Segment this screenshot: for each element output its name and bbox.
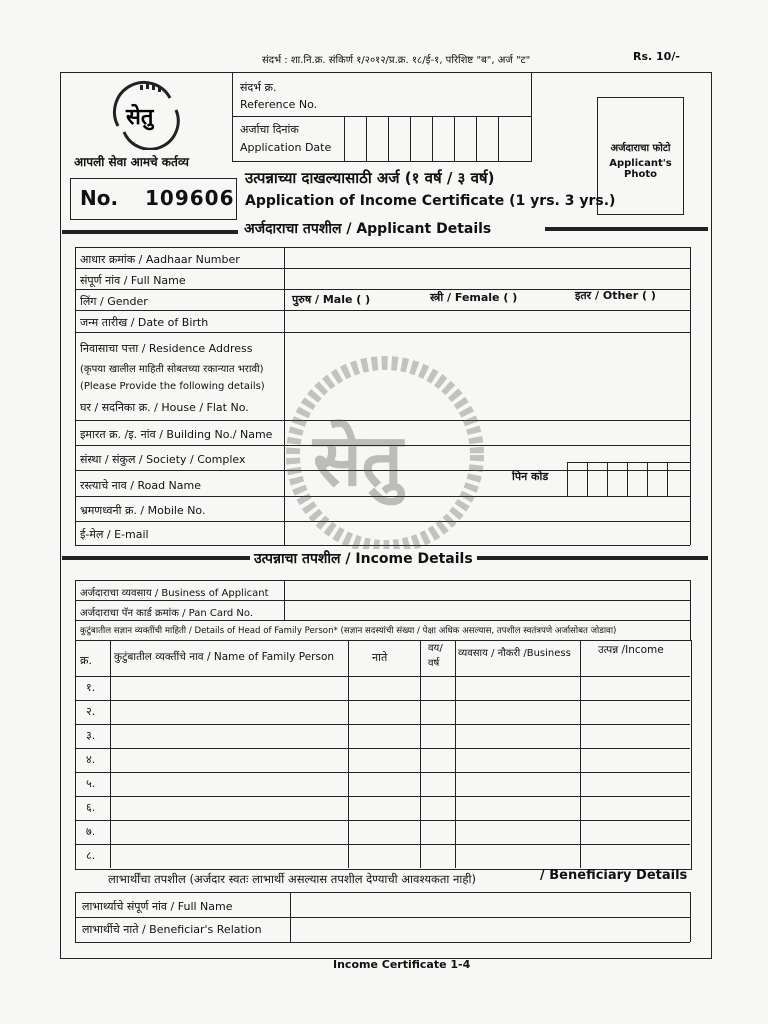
table-row-serial: ३. [86, 729, 96, 742]
gender-label: लिंग / Gender [80, 295, 148, 308]
dob-label: जन्म तारीख / Date of Birth [80, 316, 209, 329]
col-age-unit: वर्ष [428, 658, 440, 669]
app-date-label-mr: अर्जाचा दिनांक [240, 123, 299, 136]
col-business: व्यवसाय / नौकरी /Business [458, 648, 571, 659]
mobile-label: भ्रमणध्वनी क्र. / Mobile No. [80, 504, 206, 517]
email-label: ई-मेल / E-mail [80, 528, 149, 541]
form-title-en: Application of Income Certificate (1 yrs. 3 yrs.) [245, 193, 616, 209]
business-label: अर्जदाराचा व्यवसाय / Business of Applicant [80, 588, 269, 599]
reference-label-en: Reference No. [240, 98, 318, 111]
logo-text: सेतु [126, 105, 154, 130]
form-number-label: No. [80, 186, 119, 210]
income-section-title: उत्पन्नाचा तपशील / Income Details [250, 549, 477, 568]
beneficiary-name-label: लाभार्थ्याचे संपूर्ण नांव / Full Name [82, 900, 233, 913]
table-row-serial: ४. [86, 753, 96, 766]
photo-label-en: Applicant's Photo [609, 158, 672, 180]
family-table [75, 640, 692, 870]
col-income: उत्पन्न /Income [598, 644, 664, 656]
reference-header: संदर्भ : शा.नि.क्र. संकिर्ण १/२०१२/प्र.क्र. १८/ई-१, परिशिष्ट "ब", अर्ज "ट" [262, 55, 531, 66]
table-row-serial: ५. [86, 777, 96, 790]
table-row-serial: २. [86, 705, 96, 718]
footer-label: Income Certificate 1-4 [333, 958, 471, 971]
beneficiary-name-field[interactable] [292, 894, 688, 915]
beneficiary-section-mr: लाभार्थींचा तपशील (अर्जदार स्वतः लाभार्थी असल्यास तपशील देण्याची आवश्यकता नाही) [108, 872, 476, 886]
gender-female-option[interactable]: स्त्री / Female ( ) [430, 291, 518, 304]
address-note-mr: (कृपया खालील माहिती सोबतच्या रकान्यात भरावी) [80, 364, 264, 375]
pincode-label: पिन कोड [512, 470, 549, 483]
business-field[interactable] [286, 582, 688, 598]
building-label: इमारत क्र. /इ. नांव / Building No./ Name [80, 428, 273, 441]
full-name-label: संपूर्ण नांव / Full Name [80, 274, 186, 287]
setu-watermark [285, 345, 485, 565]
house-label: घर / सदनिका क्र. / House / Flat No. [80, 401, 249, 414]
app-date-label-en: Application Date [240, 141, 332, 154]
aadhaar-label: आधार क्रमांक / Aadhaar Number [80, 253, 240, 266]
setu-logo [100, 80, 190, 150]
gender-other-option[interactable]: इतर / Other ( ) [575, 289, 656, 302]
table-row-serial: ६. [86, 801, 96, 814]
table-row-serial: ८. [86, 849, 96, 862]
dob-field[interactable] [286, 312, 688, 330]
beneficiary-relation-field[interactable] [292, 919, 688, 940]
family-head-label: कुटुंबातील सज्ञान व्यक्तींची माहिती / Details of Head of Family Person* (सज्ञान सदस्यांची संख्या / पेक्षा अधिक असल्यास, तपशील स्वतंत्रपणे अर्जासोबत जोडावा) [80, 626, 617, 636]
beneficiary-relation-label: लाभार्थीचे नाते / Beneficiar's Relation [82, 923, 262, 936]
table-row-serial: ७. [86, 825, 96, 838]
form-number-value: 109606 [145, 186, 235, 210]
society-label: संस्था / संकुल / Society / Complex [80, 453, 246, 466]
full-name-field[interactable] [286, 270, 688, 288]
motto: आपली सेवा आमचे कर्तव्य [74, 155, 189, 169]
col-name: कुटुंबातील व्यक्तींचे नाव / Name of Family Person [114, 651, 335, 663]
aadhaar-field[interactable] [286, 249, 688, 267]
watermark-text: सेतु [313, 418, 403, 502]
col-relation: नाते [372, 651, 388, 664]
beneficiary-section-en: / Beneficiary Details [540, 868, 688, 883]
pan-label: अर्जदाराचा पॅन कार्ड क्रमांक / Pan Card No. [80, 608, 254, 619]
applicant-section-title: अर्जदाराचा तपशील / Applicant Details [240, 219, 495, 238]
reference-label-mr: संदर्भ क्र. [240, 81, 277, 94]
road-label: रस्त्याचे नाव / Road Name [80, 479, 201, 492]
gender-male-option[interactable]: पुरुष / Male ( ) [292, 293, 371, 306]
col-sr: क्र. [80, 654, 92, 667]
col-age: वय/ [428, 643, 443, 654]
address-note-en: (Please Provide the following details) [80, 381, 265, 392]
form-title-mr: उत्पन्नाच्या दाखल्यासाठी अर्ज (१ वर्ष / ३ वर्ष) [245, 169, 495, 187]
pan-field[interactable] [286, 602, 688, 618]
photo-label-mr: अर्जदाराचा फोटो [610, 143, 671, 154]
table-row-serial: १. [86, 681, 96, 694]
address-label: निवासाचा पत्ता / Residence Address [80, 342, 253, 355]
price-label: Rs. 10/- [633, 50, 680, 63]
